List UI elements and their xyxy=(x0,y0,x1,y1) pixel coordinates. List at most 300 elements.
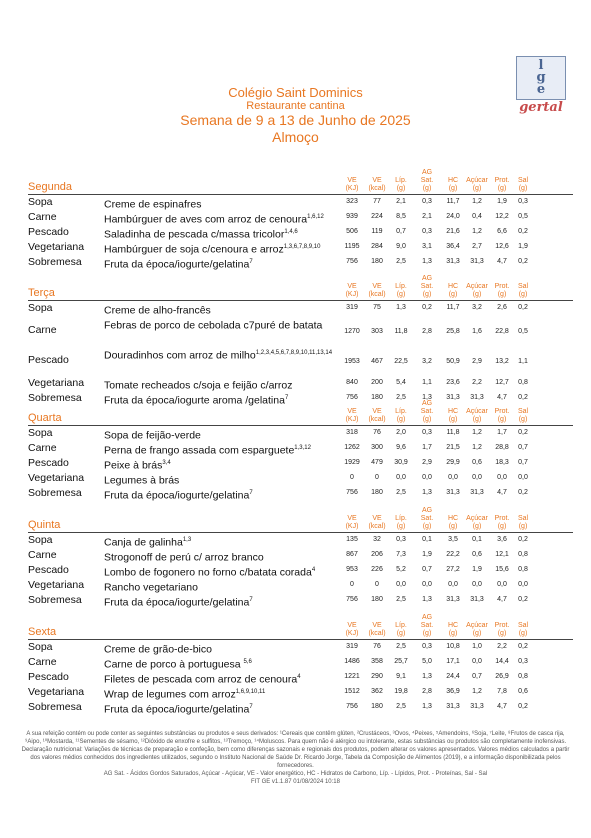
nutrient-name: AG Sat. xyxy=(420,400,434,415)
nutrient-value: 3,5 xyxy=(448,536,458,543)
nutrient-value: 17,1 xyxy=(446,658,460,665)
nutrient-value: 19,8 xyxy=(394,688,408,695)
nutrient-value: 224 xyxy=(371,213,383,220)
logo-monogram: l g e xyxy=(536,58,546,97)
nutrient-value: 0,7 xyxy=(422,566,432,573)
nutrient-name: VE xyxy=(347,177,357,184)
nutrient-value: 1,2 xyxy=(472,198,482,205)
nutrient-column-header xyxy=(441,283,465,299)
nutrient-value: 756 xyxy=(346,596,358,603)
nutrient-value: 5,2 xyxy=(396,566,406,573)
nutrient-value: 22,5 xyxy=(394,358,408,365)
nutrient-column-header xyxy=(415,169,439,193)
nutrient-unit: (g) xyxy=(472,185,482,192)
nutrient-column-header xyxy=(511,622,535,638)
menu-category: Sobremesa xyxy=(28,701,82,713)
day-header xyxy=(28,614,573,640)
nutrient-name: AG Sat. xyxy=(420,507,434,522)
nutrient-name: VE xyxy=(372,177,382,184)
nutrient-value: 12,7 xyxy=(495,379,509,386)
nutrient-value: 0,3 xyxy=(422,429,432,436)
allergen-codes: 1,2,3,4,5,6,7,8,9,10,11,13,14 xyxy=(255,350,333,356)
nutrient-value: 1,3 xyxy=(422,596,432,603)
nutrient-value: 31,3 xyxy=(470,703,484,710)
allergens-note: A sua refeição contém ou pode conter as seguintes substâncias ou produtos e seus derivados: ¹Cereais que contêm glúten, ²Crustáceos, ³Ovos, ⁴Peixes, ⁵Amendoins, ⁶Soja, ⁷Leite, ⁸Frutos de casca rija, ⁹Aipo, ¹⁰Mostarda, ¹¹Sementes de sésamo, ¹²Dióxido de enxofre e sulfitos, ¹³Tremoço, ¹⁴Moluscos. Para quem não é alérgico ou intolerante, estas substâncias ou produtos são completamente inofensivas. xyxy=(24,731,567,745)
dish-text: Saladinha de pescada c/massa tricolor xyxy=(104,228,285,241)
nutrient-unit: (g) xyxy=(448,185,458,192)
dish-text: Febras de porco de cebolada c7puré de batata xyxy=(104,319,323,332)
nutrient-value: 0,7 xyxy=(472,673,482,680)
gertal-logo xyxy=(516,56,566,116)
nutrient-value: 7,3 xyxy=(396,551,406,558)
nutrient-unit: (KJ) xyxy=(345,523,359,530)
nutrient-value: 2,7 xyxy=(472,243,482,250)
menu-row xyxy=(28,685,573,700)
nutrient-value: 0,8 xyxy=(518,673,528,680)
nutrient-value: 290 xyxy=(371,673,383,680)
menu-row xyxy=(28,486,573,501)
nutrient-value: 23,6 xyxy=(446,379,460,386)
menu-row xyxy=(28,225,573,240)
day-name: Quinta xyxy=(28,519,61,531)
nutrient-value: 0,2 xyxy=(518,703,528,710)
nutrient-value: 362 xyxy=(371,688,383,695)
nutrient-value: 0,0 xyxy=(422,474,432,481)
menu-row xyxy=(28,346,573,376)
nutrient-value: 0,0 xyxy=(472,658,482,665)
allergen-codes: 1,6,12 xyxy=(307,214,324,220)
allergen-codes: 1,3 xyxy=(182,537,192,543)
nutrient-value: 2,2 xyxy=(472,379,482,386)
nutrient-value: 2,5 xyxy=(396,394,406,401)
nutrient-value: 0,0 xyxy=(396,474,406,481)
nutrient-value: 303 xyxy=(371,328,383,335)
nutrient-unit: (g) xyxy=(396,630,406,637)
nutrient-value: 1221 xyxy=(344,673,360,680)
allergen-codes: 1,6,9,10,11 xyxy=(235,689,266,695)
nutrient-name: Sal xyxy=(517,408,529,415)
dish-text: Creme de espinafres xyxy=(104,198,202,211)
nutrient-value: 2,5 xyxy=(396,258,406,265)
abbreviation-legend: AG Sat. - Ácidos Gordos Saturados, Açúcar - Açúcar, VE - Valor energético, HC - Hidratos de Carbono, Líp. - Lípidos, Prot. - Proteínas, Sal - Sal xyxy=(103,771,488,777)
nutrient-value: 0,2 xyxy=(518,394,528,401)
nutrient-unit: (g) xyxy=(518,185,528,192)
nutrient-value: 76 xyxy=(373,429,381,436)
nutrient-value: 0,0 xyxy=(396,581,406,588)
nutrient-value: 0,1 xyxy=(472,536,482,543)
nutrient-value: 31,3 xyxy=(446,258,460,265)
menu-category: Pescado xyxy=(28,354,69,366)
dish-name xyxy=(104,487,359,503)
nutrient-name: Sal xyxy=(517,177,529,184)
menu-row xyxy=(28,670,573,685)
menu-category: Pescado xyxy=(28,457,69,469)
allergen-codes: 1,3,12 xyxy=(294,445,311,451)
nutrient-value: 1,1 xyxy=(518,358,528,365)
nutrient-name: VE xyxy=(372,408,382,415)
nutrient-value: 12,2 xyxy=(495,213,509,220)
nutrient-value: 756 xyxy=(346,394,358,401)
menu-row xyxy=(28,195,573,210)
nutrient-value: 0,3 xyxy=(518,658,528,665)
menu-row xyxy=(28,441,573,456)
nutrient-value: 479 xyxy=(371,459,383,466)
nutrient-value: 1,3 xyxy=(422,489,432,496)
allergen-codes: 4 xyxy=(311,567,316,573)
nutrient-unit: (g) xyxy=(422,185,432,192)
nutrient-value: 24,0 xyxy=(446,213,460,220)
restaurant-name: Restaurante cantina xyxy=(246,100,345,112)
nutrient-name: Líp. xyxy=(395,515,407,522)
nutrient-value: 31,3 xyxy=(446,703,460,710)
nutrient-name: VE xyxy=(372,283,382,290)
footer-notes xyxy=(20,730,571,786)
nutrient-value: 323 xyxy=(346,198,358,205)
nutrient-value: 2,2 xyxy=(497,643,507,650)
nutrient-value: 4,7 xyxy=(497,703,507,710)
nutrient-value: 29,9 xyxy=(446,459,460,466)
nutrient-value: 0,0 xyxy=(422,581,432,588)
nutrient-column-header xyxy=(441,515,465,531)
menu-category: Vegetariana xyxy=(28,686,85,698)
logo-box xyxy=(516,56,566,100)
nutrient-value: 0,3 xyxy=(422,643,432,650)
nutrient-value: 319 xyxy=(346,304,358,311)
dish-text: Sopa de feijão-verde xyxy=(104,429,201,442)
nutrient-column-header xyxy=(365,515,389,531)
menu-row xyxy=(28,593,573,608)
nutrient-value: 0,6 xyxy=(518,688,528,695)
nutrient-column-header xyxy=(441,408,465,424)
nutrient-value: 0,6 xyxy=(472,459,482,466)
nutrient-unit: (g) xyxy=(396,185,406,192)
nutrient-name: Líp. xyxy=(395,177,407,184)
day-header xyxy=(28,275,573,301)
allergen-codes: 3,4 xyxy=(162,460,171,466)
nutrient-value: 8,5 xyxy=(396,213,406,220)
nutrient-unit: (g) xyxy=(448,523,458,530)
nutrient-value: 1,3 xyxy=(422,673,432,680)
nutrient-unit: (g) xyxy=(396,416,406,423)
dish-name xyxy=(104,256,359,272)
nutrient-column-header xyxy=(365,408,389,424)
nutrient-unit: (g) xyxy=(448,416,458,423)
nutrient-value: 26,9 xyxy=(495,673,509,680)
dish-text: Creme de alho-francês xyxy=(104,304,211,317)
nutrient-value: 1,2 xyxy=(472,228,482,235)
nutrient-column-header xyxy=(415,614,439,638)
nutrient-value: 300 xyxy=(371,444,383,451)
nutrient-column-header xyxy=(389,177,413,193)
nutrient-unit: (KJ) xyxy=(345,630,359,637)
allergen-codes: 4 xyxy=(297,674,301,680)
nutrient-value: 1,9 xyxy=(422,551,432,558)
nutrient-value: 36,9 xyxy=(446,688,460,695)
nutrient-name: HC xyxy=(447,622,459,629)
nutrient-value: 4,7 xyxy=(497,258,507,265)
allergen-codes: 5,6 xyxy=(243,659,252,665)
menu-row xyxy=(28,548,573,563)
nutrient-name: Açúcar xyxy=(466,515,488,522)
nutrient-value: 180 xyxy=(371,703,383,710)
nutrient-value: 15,6 xyxy=(495,566,509,573)
dish-text: Douradinhos com arroz de milho xyxy=(104,349,256,362)
nutrient-unit: (g) xyxy=(422,291,432,298)
nutrient-unit: (g) xyxy=(472,416,482,423)
nutrient-value: 5,4 xyxy=(396,379,406,386)
nutrient-value: 0,3 xyxy=(396,536,406,543)
nutrient-value: 0 xyxy=(350,581,354,588)
nutrient-value: 0,2 xyxy=(518,536,528,543)
nutrient-value: 11,8 xyxy=(446,429,460,436)
nutrient-name: Açúcar xyxy=(466,408,488,415)
nutrient-value: 180 xyxy=(371,394,383,401)
allergen-codes: 1,3,6,7,8,9,10 xyxy=(283,244,321,250)
nutrient-unit: (KJ) xyxy=(345,185,359,192)
nutrient-name: Líp. xyxy=(395,622,407,629)
nutrient-value: 0,2 xyxy=(518,596,528,603)
menu-row xyxy=(28,456,573,471)
nutrient-value: 21,6 xyxy=(446,228,460,235)
nutrient-column-header xyxy=(465,283,489,299)
week-title: Semana de 9 a 13 de Junho de 2025 xyxy=(180,112,411,128)
nutrient-value: 22,8 xyxy=(495,328,509,335)
nutrient-column-header xyxy=(465,515,489,531)
nutrient-value: 5,0 xyxy=(422,658,432,665)
nutrient-unit: (g) xyxy=(448,291,458,298)
dish-text: Perna de frango assada com esparguete xyxy=(104,444,295,457)
nutrient-unit: (g) xyxy=(497,630,507,637)
nutrient-name: Prot. xyxy=(494,283,510,290)
nutrient-value: 31,3 xyxy=(470,394,484,401)
menu-row xyxy=(28,301,573,316)
nutrient-value: 12,6 xyxy=(495,243,509,250)
nutrient-value: 4,7 xyxy=(497,596,507,603)
nutrient-column-header xyxy=(365,177,389,193)
nutrient-value: 2,1 xyxy=(422,213,432,220)
nutrient-value: 0,5 xyxy=(518,213,528,220)
nutrient-name: Sal xyxy=(517,283,529,290)
nutrient-value: 0,0 xyxy=(472,581,482,588)
menu-row xyxy=(28,655,573,670)
menu-category: Pescado xyxy=(28,226,69,238)
nutrient-unit: (g) xyxy=(497,291,507,298)
nutrient-unit: (g) xyxy=(497,185,507,192)
day-section xyxy=(28,169,573,271)
nutrient-name: VE xyxy=(347,515,357,522)
nutrient-value: 1195 xyxy=(344,243,360,250)
nutrient-value: 939 xyxy=(346,213,358,220)
day-section xyxy=(28,614,573,716)
nutrient-value: 10,8 xyxy=(446,643,460,650)
nutrient-column-header xyxy=(511,408,535,424)
nutrient-column-header xyxy=(389,515,413,531)
allergen-codes: 7 xyxy=(249,704,253,710)
dish-name xyxy=(104,347,359,363)
nutrient-unit: (g) xyxy=(518,291,528,298)
nutrient-value: 0,4 xyxy=(472,213,482,220)
dish-text: Hambúrguer de aves com arroz de cenoura xyxy=(104,213,308,226)
nutrient-value: 13,2 xyxy=(495,358,509,365)
menu-row xyxy=(28,563,573,578)
dish-text: Canja de galinha xyxy=(104,536,183,549)
nutrient-value: 22,2 xyxy=(446,551,460,558)
allergen-codes: 7 xyxy=(249,490,253,496)
menu-category: Vegetariana xyxy=(28,241,85,253)
version-note: FIT GE v1.1.87 01/08/2024 10:18 xyxy=(251,779,340,785)
nutrient-name: Açúcar xyxy=(466,177,488,184)
nutrient-value: 2,6 xyxy=(497,304,507,311)
nutrient-value: 180 xyxy=(371,596,383,603)
allergen-codes: 7 xyxy=(249,597,253,603)
nutrient-column-header xyxy=(389,408,413,424)
nutrient-value: 0,0 xyxy=(472,474,482,481)
dish-name xyxy=(104,594,359,610)
day-name: Terça xyxy=(28,287,55,299)
nutrient-column-header xyxy=(389,283,413,299)
nutrient-value: 1,6 xyxy=(472,328,482,335)
nutrient-column-header xyxy=(415,507,439,531)
nutrient-name: VE xyxy=(347,622,357,629)
dish-text: Fruta da época/iogurte/gelatina xyxy=(104,596,250,609)
nutrient-unit: (g) xyxy=(518,416,528,423)
nutrient-value: 206 xyxy=(371,551,383,558)
day-name: Segunda xyxy=(28,181,73,193)
dish-text: Legumes à brás xyxy=(104,474,180,487)
nutrient-unit: (g) xyxy=(422,630,432,637)
nutrient-value: 1,7 xyxy=(422,444,432,451)
nutrient-value: 6,6 xyxy=(497,228,507,235)
nutrient-column-header xyxy=(389,622,413,638)
nutrient-value: 0,0 xyxy=(497,581,507,588)
nutrient-value: 200 xyxy=(371,379,383,386)
nutrient-unit: (g) xyxy=(497,523,507,530)
nutrient-name: Prot. xyxy=(494,515,510,522)
nutrient-column-header xyxy=(511,177,535,193)
nutrient-name: VE xyxy=(347,408,357,415)
nutrient-value: 1,7 xyxy=(497,429,507,436)
nutrient-value: 2,5 xyxy=(396,703,406,710)
nutrient-value: 0,2 xyxy=(518,429,528,436)
nutrient-value: 2,0 xyxy=(396,429,406,436)
nutrient-name: AG Sat. xyxy=(420,614,434,629)
nutrient-unit: (g) xyxy=(518,630,528,637)
menu-category: Sobremesa xyxy=(28,487,82,499)
dish-name xyxy=(104,317,359,333)
nutrient-value: 0,1 xyxy=(422,536,432,543)
nutrient-value: 1,3 xyxy=(422,258,432,265)
menu-category: Vegetariana xyxy=(28,377,85,389)
dish-text: Peixe à brás xyxy=(104,459,163,472)
dish-text: Fruta da época/iogurte/gelatina xyxy=(104,258,250,271)
dish-text: Creme de grão-de-bico xyxy=(104,643,212,656)
nutrient-column-header xyxy=(465,408,489,424)
dish-text: Tomate recheados c/soja e feijão c/arroz xyxy=(104,379,293,392)
nutrient-value: 76 xyxy=(373,643,381,650)
nutrient-value: 358 xyxy=(371,658,383,665)
nutrient-column-header xyxy=(415,400,439,424)
nutrient-value: 77 xyxy=(373,198,381,205)
nutrient-name: Líp. xyxy=(395,408,407,415)
nutrient-value: 11,7 xyxy=(446,304,460,311)
menu-row xyxy=(28,376,573,391)
nutrient-value: 1,9 xyxy=(518,243,528,250)
meal-title: Almoço xyxy=(272,129,319,145)
nutrient-value: 0,8 xyxy=(518,566,528,573)
nutrient-value: 14,4 xyxy=(495,658,509,665)
menu-category: Carne xyxy=(28,324,57,336)
nutrient-unit: (g) xyxy=(396,523,406,530)
nutrient-value: 7,8 xyxy=(497,688,507,695)
nutrient-value: 31,3 xyxy=(470,596,484,603)
nutrient-value: 3,2 xyxy=(472,304,482,311)
nutrient-value: 11,7 xyxy=(446,198,460,205)
menu-row xyxy=(28,471,573,486)
nutrient-unit: (KJ) xyxy=(345,291,359,298)
menu-row xyxy=(28,578,573,593)
menu-row xyxy=(28,426,573,441)
nutrient-value: 2,1 xyxy=(396,198,406,205)
nutrient-name: Sal xyxy=(517,622,529,629)
nutrient-unit: (kcal) xyxy=(368,185,386,192)
nutrient-unit: (g) xyxy=(422,416,432,423)
nutrient-value: 506 xyxy=(346,228,358,235)
nutrient-column-header xyxy=(465,177,489,193)
nutrient-value: 0,2 xyxy=(518,489,528,496)
day-name: Quarta xyxy=(28,412,62,424)
nutrient-value: 0,2 xyxy=(422,304,432,311)
menu-category: Carne xyxy=(28,549,57,561)
nutrient-value: 27,2 xyxy=(446,566,460,573)
nutrient-value: 1,9 xyxy=(497,198,507,205)
nutrient-value: 0,2 xyxy=(518,643,528,650)
nutrient-column-header xyxy=(441,177,465,193)
nutrient-value: 0,0 xyxy=(448,474,458,481)
nutrient-column-header xyxy=(340,283,364,299)
nutrient-value: 2,8 xyxy=(422,328,432,335)
nutrient-value: 9,0 xyxy=(396,243,406,250)
dish-text: Wrap de legumes com arroz xyxy=(104,688,236,701)
nutrient-value: 0,0 xyxy=(497,474,507,481)
nutrient-value: 1,0 xyxy=(472,643,482,650)
nutrient-value: 953 xyxy=(346,566,358,573)
nutrient-value: 1512 xyxy=(344,688,360,695)
nutrient-value: 1,2 xyxy=(472,429,482,436)
nutrient-value: 119 xyxy=(371,228,383,235)
nutrient-value: 4,7 xyxy=(497,394,507,401)
day-section xyxy=(28,507,573,609)
nutrient-value: 1,2 xyxy=(472,688,482,695)
nutrient-unit: (kcal) xyxy=(368,630,386,637)
dish-text: Fruta da época/iogurte/gelatina xyxy=(104,489,250,502)
nutrient-name: Sal xyxy=(517,515,529,522)
menu-category: Sopa xyxy=(28,427,53,439)
day-name: Sexta xyxy=(28,626,57,638)
nutrient-value: 1,9 xyxy=(472,566,482,573)
nutrient-value: 0,7 xyxy=(396,228,406,235)
nutrient-unit: (kcal) xyxy=(368,416,386,423)
nutrient-value: 0,2 xyxy=(518,258,528,265)
nutrient-column-header xyxy=(340,622,364,638)
menu-row xyxy=(28,255,573,270)
nutrient-value: 75 xyxy=(373,304,381,311)
nutrient-name: Líp. xyxy=(395,283,407,290)
day-section xyxy=(28,275,573,407)
nutrient-value: 25,7 xyxy=(394,658,408,665)
nutrient-unit: (g) xyxy=(472,523,482,530)
menu-row xyxy=(28,533,573,548)
menu-category: Vegetariana xyxy=(28,472,85,484)
